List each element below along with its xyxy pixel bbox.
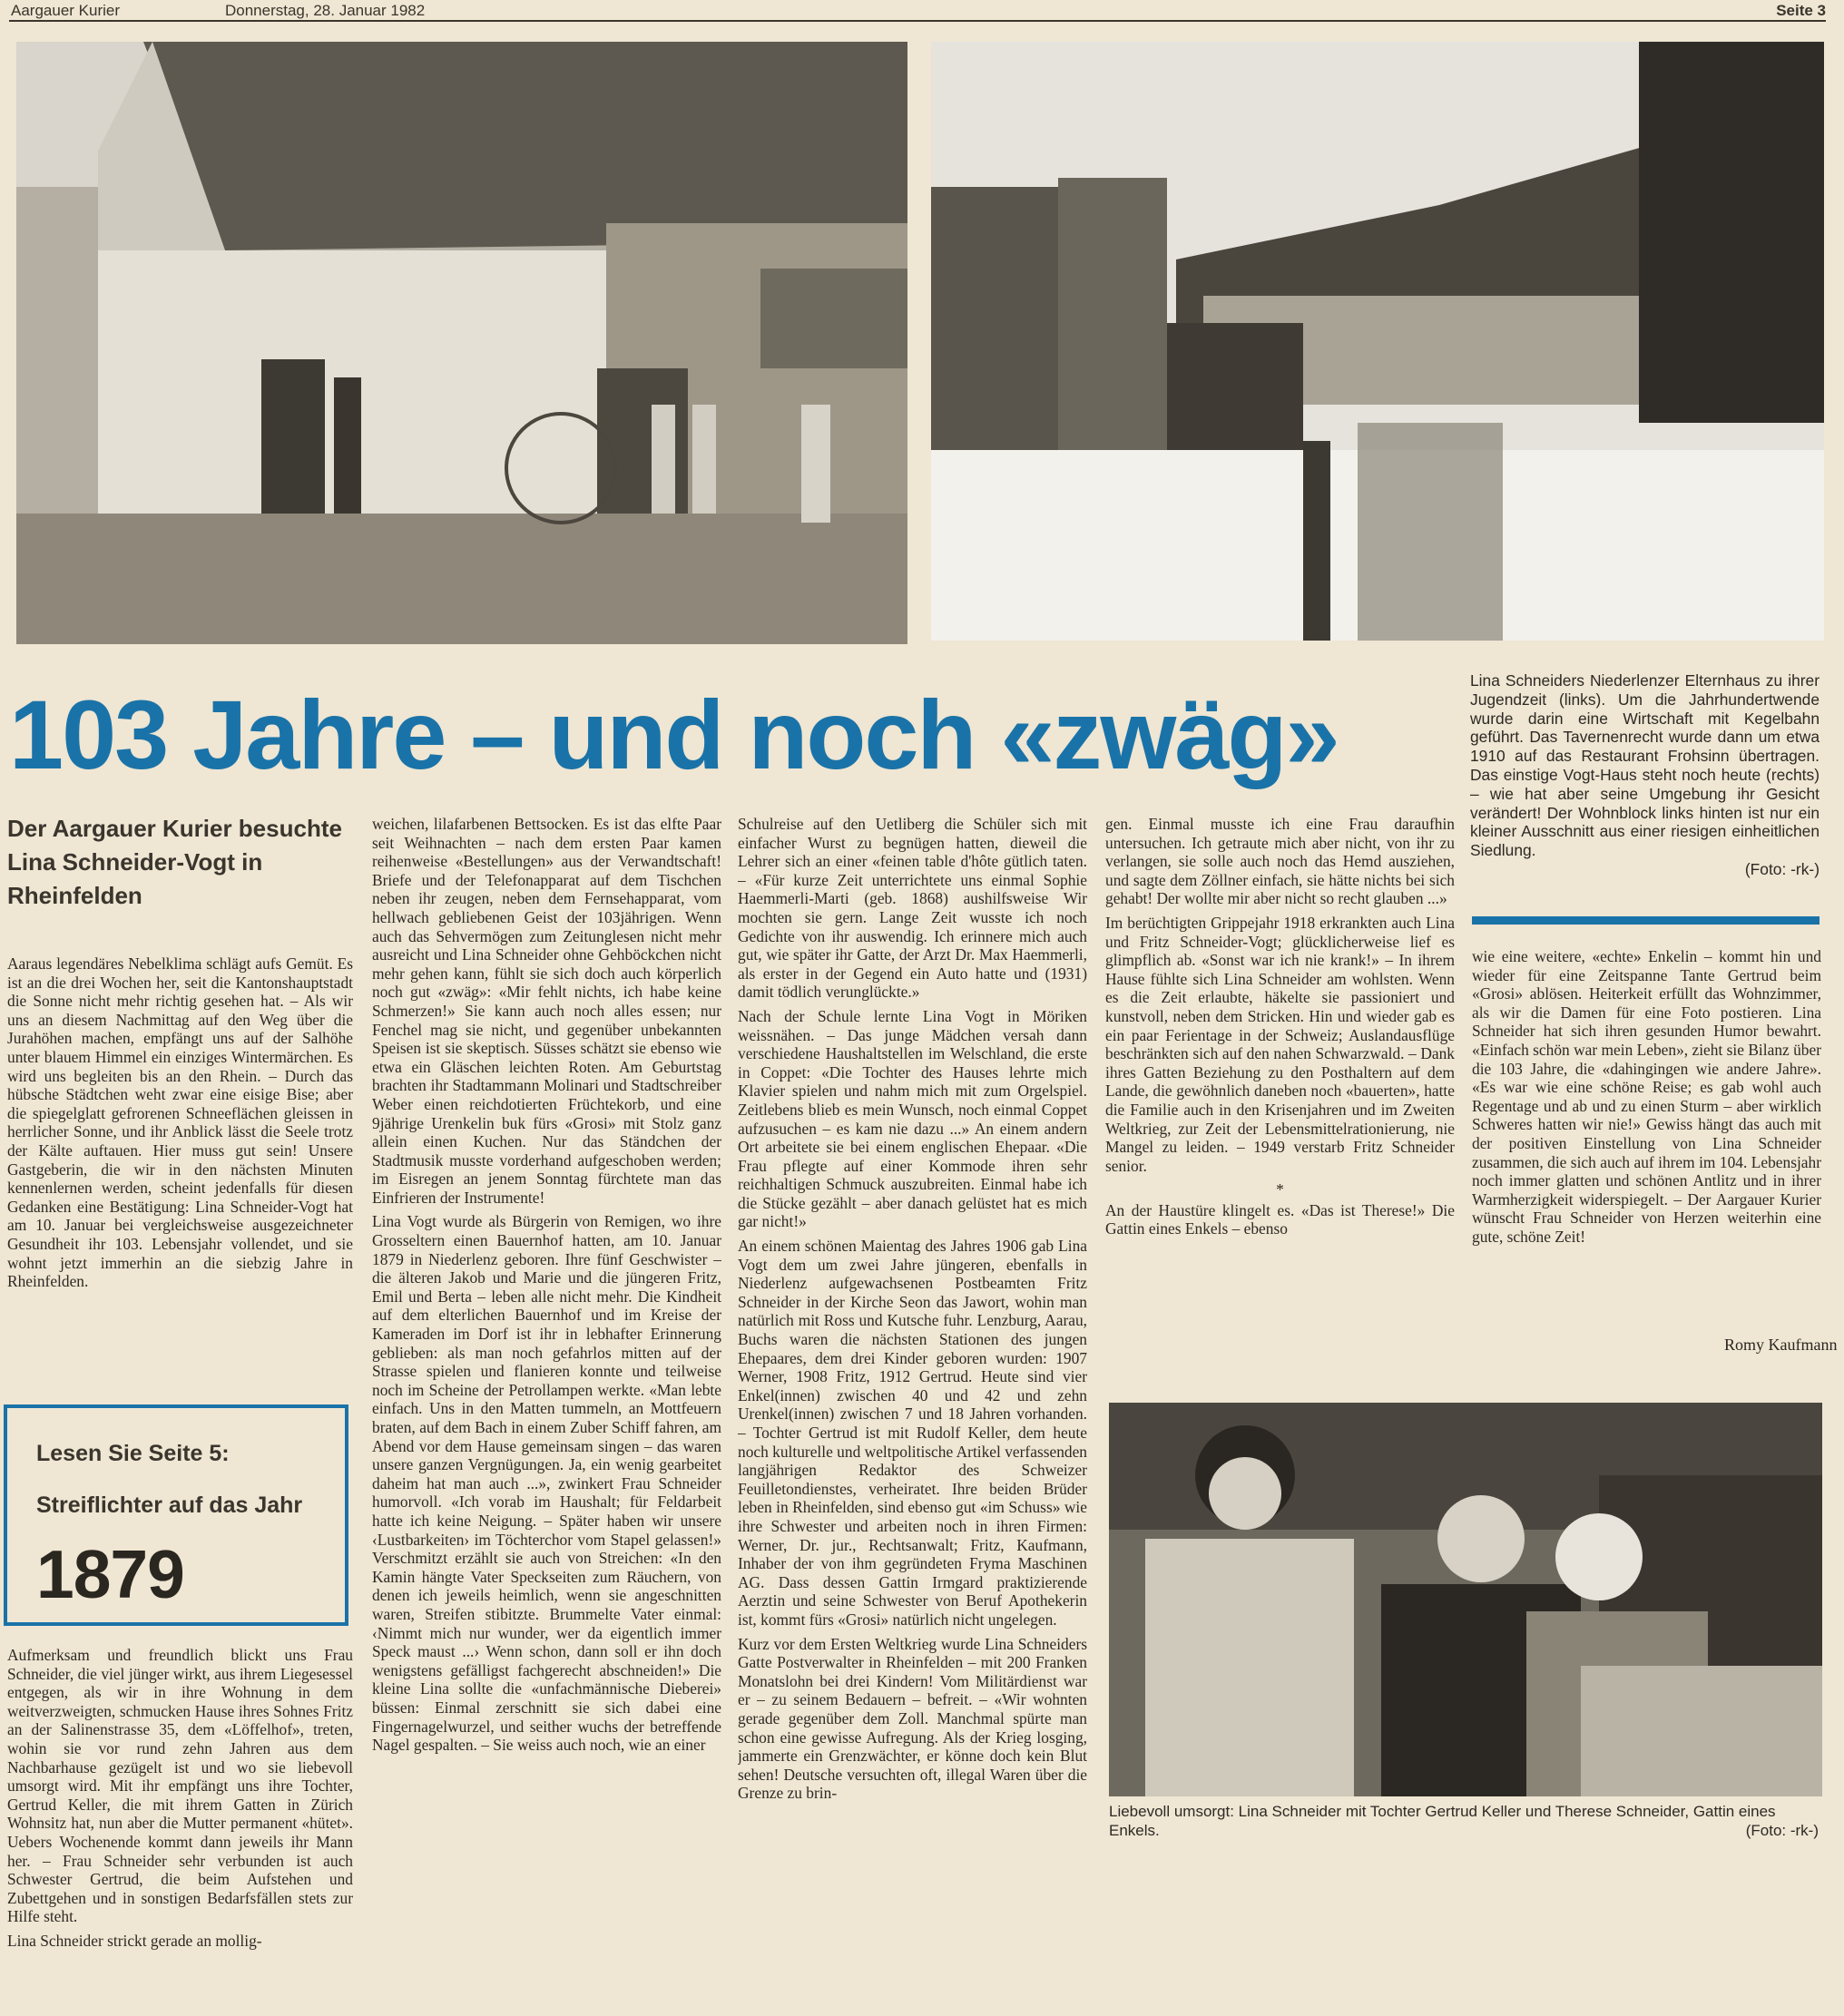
farmhouse-photo xyxy=(16,42,907,644)
caption-text: Lina Schneiders Niederlenzer Elternhaus zu ihrer Jugendzeit (links). Um die Jahrhundertwende wurde darin eine Wirtschaft mit Kegelbahn geführt. Das Tavernenrecht wurde dann um etwa 1910 auf das Restaurant Frohsinn übertragen. Das einstige Vogt-Haus steht noch heute (rechts) – wie hat aber seine Umgebung ihr Gesicht verändert! Der Wohnblock links hinten ist nur ein kleiner Ausschnitt aus einer riesigen einheitlichen Siedlung. xyxy=(1470,671,1819,860)
paragraph: Lina Schneider strickt gerade an mollig- xyxy=(7,1931,262,1950)
paragraph: wie eine weitere, «echte» Enkelin – kommt hin und wieder für eine Zeitspanne Tante Gertrud beim «Grosi» ablösen. Heiterkeit erfüllt das Wohnzimmer, als wir die Damen für eine Foto postieren. Lina Schneider hat sich ihren gesunden Humor bewahrt. «Einfach schön war mein Leben», zieht sie Bilanz über die 103 Jahre, die «dahingingen wie andere Jahre». «Es war wie eine schöne Reise; es gab wohl auch Regentage und ab und zu einen Sturm – aber wirklich Schweres hatten wir nie!» Gewiss hängt das auch mit der positiven Einstellung von Lina Schneider zusammen, die sich auch auf ihrem im 104. Lebensjahr noch immer glatten und schönen Antlitz und in ihrer Warmherzigkeit widerspiegelt. – Der Aargauer Kurier wünscht Frau Schneider von Herzen weiterhin eine gute, schöne Zeit! xyxy=(1472,947,1821,1246)
article-column-5 xyxy=(1472,947,1821,1328)
paragraph: weichen, lilafarbenen Bettsocken. Es ist das elfte Paar seit Weihnachten – nach dem ersten Paar kamen reihenweise «Bestellungen» aus der Verwandtschaft! Briefe und der Telefonapparat auf dem Tischchen neben ihr zeugen, neben dem Fernsehapparat, vom hellwach gebliebenen Geist der 103jährigen. Wenn auch das Sehvermögen zum Zeitunglesen nicht mehr ausreicht und Lina Schneider ohne Gehböckchen nicht mehr gehen kann, fühlt sie sich doch auch körperlich noch gut «zwäg»: «Mir fehlt nichts, ich habe keine Schmerzen!» Sie kann auch noch alles essen; nur Fenchel mag sie nicht, und gegenüber unbekannten Speisen ist sie skeptisch. Süsses schätzt sie ebenso wie etwa ein Gläschen leichten Roten. Am Geburtstag brachten ihr Stadtammann Molinari und Stadtschreiber Weber einen reichdotierten Früchtekorb, und eine 9jährige Urenkelin buk fürs «Grosi» mit Stolz ganz allein einen Kuchen. Nur das Ständchen der Stadtmusik musste vorderhand aufgeschoben werden; im Eisregen an jenem Sonntag fürchtete man das Einfrieren der Instrumente! xyxy=(372,815,721,1207)
read-more-year: 1879 xyxy=(36,1536,184,1612)
read-more-topic: Streiflichter auf das Jahr xyxy=(36,1492,303,1518)
caption-text: Liebevoll umsorgt: Lina Schneider mit Tochter Gertrud Keller und Therese Schneider, Gattin eines Enkels. xyxy=(1109,1803,1776,1839)
paragraph: Aaraus legendäres Nebelklima schlägt aufs Gemüt. Es ist an die drei Wochen her, seit die Kantonshauptstadt die Sonne nicht mehr richtig gesehen hat. – Als wir uns an diesem Nachmittag auf den Weg über die Jurahöhen machen, empfängt uns auf der Salhöhe unter blauem Himmel ein einziges Wintermärchen. Es wird uns begleiten bis an den Rhein. – Durch das hübsche Städtchen weht zwar eine eisige Bise; aber die spiegelglatt gefrorenen Schneeflächen gleissen in herrlicher Sonne, und ihr Anblick lässt die Seele trotz der Kälte auftauen. Hier muss gut sein! Unsere Gastgeberin, die wir in den nächsten Minuten kennenlernen werden, scheint jedenfalls für diesen Gedanken eine Bestätigung: Lina Schneider-Vogt hat am 10. Januar bei vergleichsweise ausgezeichneter Gesundheit ihr 103. Lebensjahr vollendet, und sie wohnt jetzt immerhin an die siebzig Jahre in Rheinfelden. xyxy=(7,954,353,1291)
paragraph: gen. Einmal musste ich eine Frau daraufhin untersuchen. Ich getraute mich aber nicht, von ihr zu verlangen, sie solle auch noch das Hemd ausziehen, und sagte dem Zöllner einfach, sie hätte nichts bei sich gehabt! Der wollte mir aber nicht so recht glauben ...» xyxy=(1105,815,1455,908)
page-number: Seite 3 xyxy=(1776,2,1826,19)
family-photo xyxy=(1109,1403,1822,1796)
section-star: * xyxy=(1276,1180,1284,1199)
read-more-label: Lesen Sie Seite 5: xyxy=(36,1441,230,1466)
article-column-2 xyxy=(372,815,721,2012)
photo-credit: (Foto: -rk-) xyxy=(1744,859,1819,878)
paragraph: Nach der Schule lernte Lina Vogt in Möriken weissnähen. – Das junge Mädchen versah dann verschiedene Haushaltstellen im Welschland, die erste in Coppet: «Die Tochter des Hauses lehrte mich Klavier spielen und nahm mich mit zum Orgelspiel. Zeitlebens blieb es mein Wunsch, noch einmal Coppet aufzusuchen – es kam nie dazu ...» An einem andern Ort arbeitete sie bei einem englischen Ehepaar. «Die Frau pflegte auf einer Kommode ihren sehr reichhaltigen Schmuck auszubreiten. Einmal habe ich die Stücke gezählt – aber danach gelüstet hat es mich gar nicht!» xyxy=(738,1006,1087,1231)
article-column-1 xyxy=(7,954,353,1381)
issue-date: Donnerstag, 28. Januar 1982 xyxy=(225,2,426,19)
kicker: Der Aargauer Kurier besuchte Lina Schneider-Vogt in Rheinfelden xyxy=(7,815,342,909)
photo-caption-bottom xyxy=(1109,1802,1826,1840)
photo-credit: (Foto: -rk-) xyxy=(1745,1822,1819,1839)
masthead xyxy=(11,2,1826,22)
newspaper-name: Aargauer Kurier xyxy=(11,2,121,19)
article-column-4 xyxy=(1105,815,1455,1359)
paragraph: Lina Vogt wurde als Bürgerin von Remigen, wo ihre Grosseltern einen Bauernhof hatten, am 10. Januar 1879 in Niederlenz geboren. Ihre fünf Geschwister – die älteren Jakob und Marie und die jüngeren Fritz, Emil und Berta – leben alle nicht mehr. Die Kindheit auf dem elterlichen Bauernhof und im Kreise der Kameraden im Dorf ist ihr in lebhafter Erinnerung geblieben: als man noch gefahrlos mitten auf der Strasse spielen und flanieren konnte und teilweise noch im Scheine der Petrollampen werkte. «Man lebte einfach. Uns in den Matten tummeln, an Mottfeuern braten, auf dem Bach in einem Zuber Schiff fahren, am Abend vor dem Hause gemeinsam singen – das waren unsere ganzen Vergnügungen. Ja, ein wenig gearbeitet daheim hat man auch ...», zwinkert Frau Schneider humorvoll. «Ich vorab im Haushalt; für Feldarbeit hatte ich keine Neigung. – Später haben wir unsere ‹Lustbarkeiten› im Töchterchor vom Stapel gelassen!» Verschmitzt erzählt sie auch von Streichen: «In den Kamin hängte Vater Speckseiten zum Räuchern, von denen ich jeweils heimlich, wenn sie angeschnitten waren, Streifen stibitzte. Brummelte Vater einmal: ‹Nimmt mich nur wunder, wer da eigentlich immer Speck maust ...› Wenn schon, dann soll er ihn doch wenigstens gefälligst fachgerecht abschneiden!» Die kleine Lina sollte die «unfachmännische Dieberei» büssen: Einmal zerschnitt sie sich dabei eine Fingernagelwurzel, und seither wuchs der betreffende Nagel gespalten. – Sie weiss auch noch, wie an einer xyxy=(372,1212,721,1755)
read-more-box xyxy=(4,1404,348,1626)
headline: 103 Jahre – und noch «zwäg» xyxy=(9,680,1339,789)
modern-house-photo xyxy=(931,42,1824,641)
photo-caption-top xyxy=(1470,671,1819,879)
article-column-3 xyxy=(738,815,1087,2012)
caption-divider xyxy=(1472,916,1819,925)
paragraph: Im berüchtigten Grippejahr 1918 erkrankten auch Lina und Fritz Schneider-Vogt; glücklicherweise lief es glimpflich ab. «Sonst war ich nie krank!» – In ihrem Hause fühlte sich Lina Schneider am wohlsten. Wenn es die Zeit erlaubte, häkelte sie passioniert und kunstvoll, neben dem Stricken. Hin und wieder gab es ein paar Ferientage in der Schweiz; Auslandausflüge beschränkten sich auf den nahen Schwarzwald. – Dank ihres Gatten Beziehung zu den Posthaltern auf dem Lande, die gewöhnlich daneben noch «bauerten», hatte die Familie auch in den Krisenjahren und im Zweiten Weltkrieg, zur Zeit der Lebensmittelrationierung, nie Mangel zu leiden. – 1949 verstarb Fritz Schneider senior. xyxy=(1105,913,1455,1175)
author-byline: Romy Kaufmann xyxy=(1724,1336,1838,1354)
paragraph: Schulreise auf den Uetliberg die Schüler sich mit einfacher Wurst zu begnügen hatten, dieweil die Lehrer sich an einer «feinen table d'hôte gütlich taten. – «Für kurze Zeit unterrichtete uns einmal Sophie Haemmerli-Marti (geb. 1868) aushilfsweise Wir mochten sie gern. Lange Zeit wusste ich noch Gedichte von ihr auswendig. Ich erinnere mich auch gut, wie später ihr Gatte, der Arzt Dr. Max Haemmerli, als erster in der Gegend ein Auto hatte und (1931) damit tödlich verunglückte.» xyxy=(738,815,1087,1002)
masthead-rule xyxy=(9,20,1826,22)
paragraph: An einem schönen Maientag des Jahres 1906 gab Lina Vogt dem um zwei Jahre jüngeren, ebenfalls in Niederlenz aufgewachsenen Postbeamten Fritz Schneider in der Kirche Seon das Jawort, wohin man natürlich mit Ross und Kutsche fuhr. Lenzburg, Aarau, Buchs waren die nächsten Stationen des jungen Ehepaares, dem drei Kinder geboren wurden: 1907 Werner, 1908 Fritz, 1912 Gertrud. Heute sind vier Enkel(innen) zwischen 40 und 42 und zehn Urenkel(innen) zwischen 7 und 18 Jahren vorhanden. – Tochter Gertrud ist mit Rudolf Keller, dem heute noch kulturelle und weltpolitische Artikel verfassenden langjährigen Redaktor des Schweizer Feuilletondienstes, verheiratet. Ihre beiden Brüder leben in Rheinfelden, sind ebenso gut «im Schuss» wie ihre Schwester und arbeiten noch in ihren Firmen: Werner, Dr. jur., Rechtsanwalt; Fritz, Kaufmann, Inhaber der von ihm gegründeten Fryma Maschinen AG. Dass dessen Gattin Irmgard praktizierende Aerztin und seine Schwester von Beruf Apothekerin ist, kommt fürs «Grosi» natürlich nicht ungelegen. xyxy=(738,1237,1087,1629)
paragraph: An der Haustüre klingelt es. «Das ist Therese!» Die Gattin eines Enkels – ebenso xyxy=(1105,1200,1455,1238)
paragraph: Aufmerksam und freundlich blickt uns Frau Schneider, die viel jünger wirkt, aus ihrem Liegesessel entgegen, als wir in ihre Wohnung in dem weitverzweigten, schmucken Hause ihres Sohnes Fritz an der Salinenstrasse 35, dem «Löffelhof», treten, wohin sie vor rund zehn Jahren aus dem Nachbarhause gezügelt ist und wo sie liebevoll umsorgt wird. Mit ihr empfängt uns ihre Tochter, Gertrud Keller, die mit ihrem Gatten in Zürich Wohnsitz hat, nun aber die Mutter permanent «hütet». Uebers Wochenende kommt dann jeweils ihr Mann her. – Frau Schneider sehr verbunden ist auch Schwester Gertrud, die beim Aufstehen und Zubettgehen und in sonstigen Bedarfsfällen stets zur Hilfe steht. xyxy=(7,1646,353,1926)
paragraph: Kurz vor dem Ersten Weltkrieg wurde Lina Schneiders Gatte Postverwalter in Rheinfelden – mit 200 Franken Monatslohn bei drei Kindern! Vom Militärdienst war er – zu seinem Bedauern – befreit. – «Wir wohnten gerade gegenüber dem Zoll. Manchmal spürte man schon eine gewisse Aufregung. Als der Krieg losging, jammerte ein Grenzwächter, er könne doch kein Blut sehen! Deutsche versuchten oft, illegal Waren über die Grenze zu brin- xyxy=(738,1634,1087,1803)
article-column-1-cont xyxy=(7,1646,353,2009)
